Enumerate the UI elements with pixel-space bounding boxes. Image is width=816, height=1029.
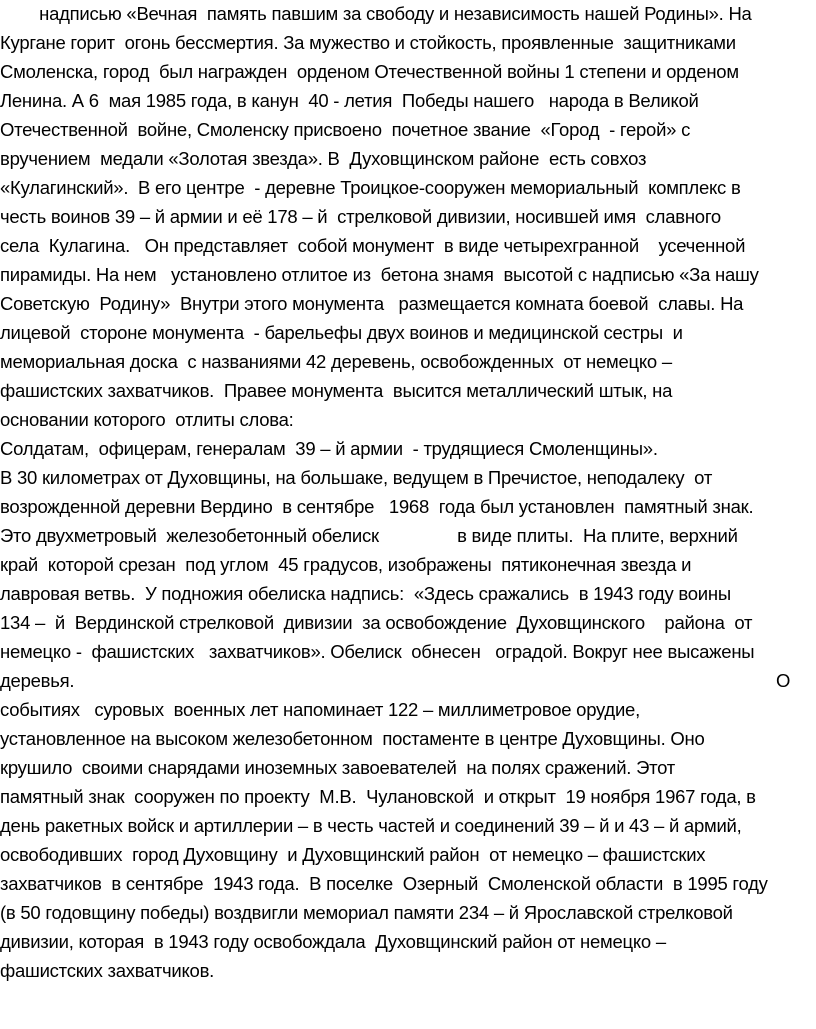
text-line: фашистских захватчиков. xyxy=(0,960,215,981)
text-line: 134 – й Вердинской стрелковой дивизии за освобождение Духовщинского района от xyxy=(0,612,753,633)
text-line: Отечественной войне, Смоленску присвоено почетное звание «Город - герой» с xyxy=(0,119,691,140)
text-line: (в 50 годовщину победы) воздвигли мемориал памяти 234 – й Ярославской стрелковой xyxy=(0,902,733,923)
text-line: надписью «Вечная память павшим за свободу и независимость нашей Родины». На xyxy=(0,3,752,24)
text-line: немецко - фашистских захватчиков». Обелиск обнесен оградой. Вокруг нее высажены xyxy=(0,641,755,662)
text-line: Это двухметровый железобетонный обелиск в виде плиты. На плите, верхний xyxy=(0,525,738,546)
text-line: Кургане горит огонь бессмертия. За мужество и стойкость, проявленные защитниками xyxy=(0,32,736,53)
text-line: край которой срезан под углом 45 градусов, изображены пятиконечная звезда и xyxy=(0,554,692,575)
text-line: села Кулагина. Он представляет собой монумент в виде четырехгранной усеченной xyxy=(0,235,746,256)
text-line: памятный знак сооружен по проекту М.В. Чулановской и открыт 19 ноября 1967 года, в xyxy=(0,786,756,807)
text-line-trailing-word: О xyxy=(776,670,791,691)
text-line: деревья. xyxy=(0,670,75,691)
text-line: честь воинов 39 – й армии и её 178 – й стрелковой дивизии, носившей имя славного xyxy=(0,206,721,227)
text-line: «Кулагинский». В его центре - деревне Троицкое-сооружен мемориальный комплекс в xyxy=(0,177,741,198)
text-line: Солдатам, офицерам, генералам 39 – й армии - трудящиеся Смоленщины». xyxy=(0,438,658,459)
text-line: день ракетных войск и артиллерии – в честь частей и соединений 39 – й и 43 – й армий, xyxy=(0,815,742,836)
text-line: вручением медали «Золотая звезда». В Духовщинском районе есть совхоз xyxy=(0,148,647,169)
text-line: дивизии, которая в 1943 году освобождала Духовщинский район от немецко – xyxy=(0,931,666,952)
text-line: лавровая ветвь. У подножия обелиска надпись: «Здесь сражались в 1943 году воины xyxy=(0,583,731,604)
text-line: крушило своими снарядами иноземных завоевателей на полях сражений. Этот xyxy=(0,757,675,778)
text-line: возрожденной деревни Вердино в сентябре 1968 года был установлен памятный знак. xyxy=(0,496,754,517)
text-line: В 30 километрах от Духовщины, на большаке, ведущем в Пречистое, неподалеку от xyxy=(0,467,713,488)
text-line: фашистских захватчиков. Правее монумента высится металлический штык, на xyxy=(0,380,673,401)
text-line: событиях суровых военных лет напоминает 122 – миллиметровое орудие, xyxy=(0,699,640,720)
text-line: Ленина. А 6 мая 1985 года, в канун 40 - летия Победы нашего народа в Великой xyxy=(0,90,699,111)
text-line: Советскую Родину» Внутри этого монумента размещается комната боевой славы. На xyxy=(0,293,744,314)
text-line: захватчиков в сентябре 1943 года. В поселке Озерный Смоленской области в 1995 году xyxy=(0,873,768,894)
text-line: лицевой стороне монумента - барельефы двух воинов и медицинской сестры и xyxy=(0,322,683,343)
text-line: мемориальная доска с названиями 42 деревень, освобожденных от немецко – xyxy=(0,351,672,372)
text-line: основании которого отлиты слова: xyxy=(0,409,294,430)
text-line: пирамиды. На нем установлено отлитое из бетона знамя высотой с надписью «За нашу xyxy=(0,264,759,285)
text-line: установленное на высоком железобетонном постаменте в центре Духовщины. Оно xyxy=(0,728,705,749)
text-line: освободивших город Духовщину и Духовщинский район от немецко – фашистских xyxy=(0,844,706,865)
text-line: Смоленска, город был награжден орденом Отечественной войны 1 степени и орденом xyxy=(0,61,739,82)
